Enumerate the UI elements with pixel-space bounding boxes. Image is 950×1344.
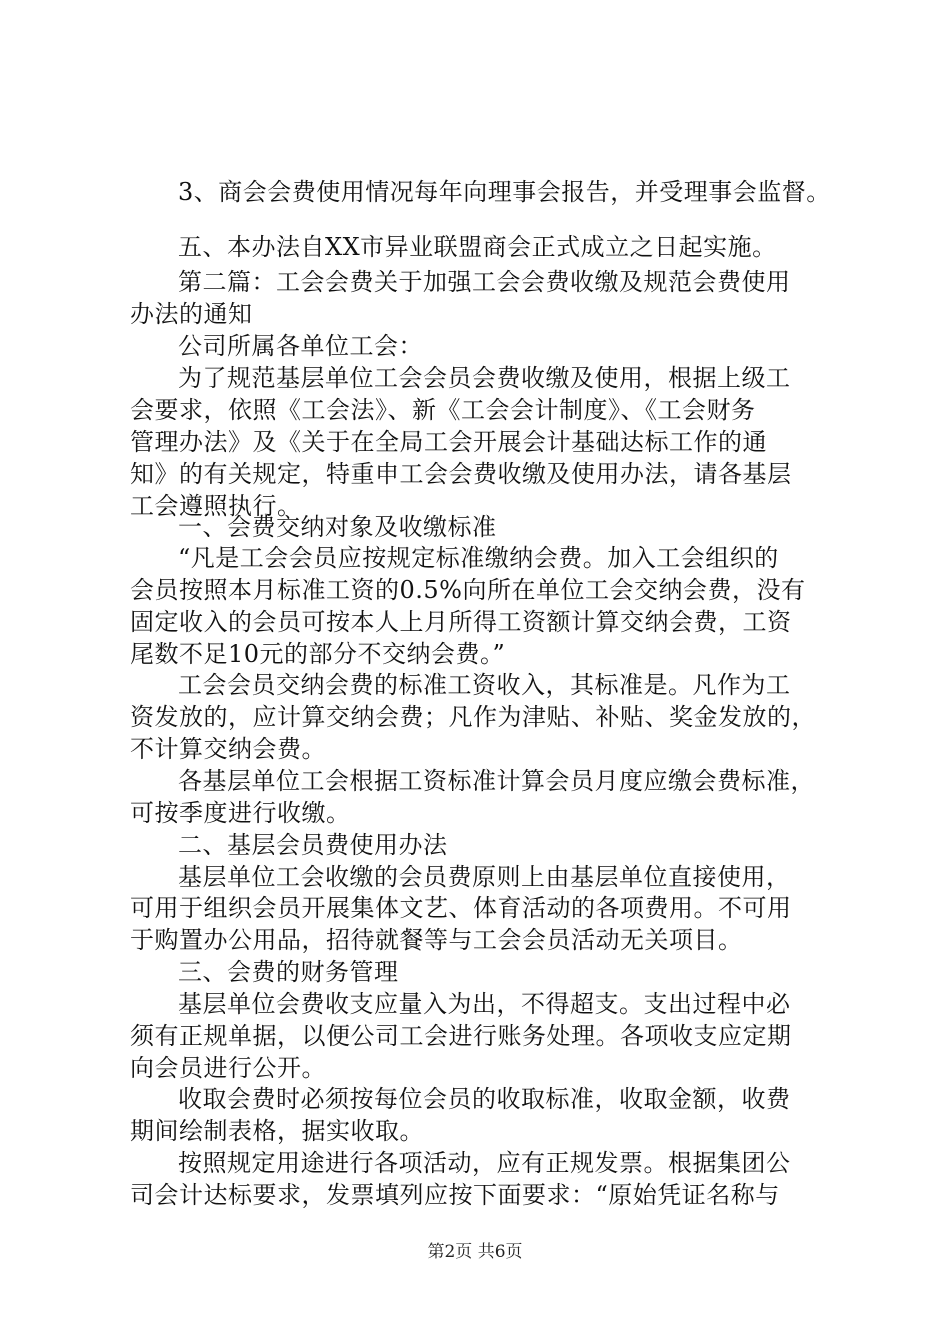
section-heading: 二、基层会员费使用办法 (178, 831, 448, 859)
section-heading: 三、会费的财务管理 (178, 958, 399, 986)
text-line: 管理办法》及《关于在全局工会开展会计基础达标工作的通 (130, 428, 767, 456)
text-line: 基层单位工会收缴的会员费原则上由基层单位直接使用， (178, 863, 791, 891)
text-line: 会要求，依照《工会法》、新《工会会计制度》、《工会财务 (130, 396, 756, 424)
text-line: 可按季度进行收缴。 (130, 799, 351, 827)
text-line: 工会遵照执行。 (130, 492, 302, 520)
text-line: 须有正规单据，以便公司工会进行账务处理。各项收支应定期 (130, 1022, 792, 1050)
text-line: 于购置办公用品，招待就餐等与工会会员活动无关项目。 (130, 926, 743, 954)
text-line: “凡是工会会员应按规定标准缴纳会费。加入工会组织的 (178, 544, 779, 572)
text-line: 知》的有关规定，特重申工会会费收缴及使用办法，请各基层 (130, 460, 792, 488)
section-heading: 一、会费交纳对象及收缴标准 (178, 513, 497, 541)
text-line: 第二篇：工会会费关于加强工会会费收缴及规范会费使用 (178, 268, 791, 296)
text-line: 公司所属各单位工会： (178, 332, 423, 360)
text-line: 工会会员交纳会费的标准工资收入，其标准是。凡作为工 (178, 671, 791, 699)
text-line: 可用于组织会员开展集体文艺、体育活动的各项费用。不可用 (130, 894, 792, 922)
text-line: 各基层单位工会根据工资标准计算会员月度应缴会费标准， (178, 767, 815, 795)
text-line: 固定收入的会员可按本人上月所得工资额计算交纳会费，工资 (130, 608, 792, 636)
page-number-footer: 第2页 共6页 (427, 1242, 523, 1262)
text-line: 期间绘制表格，据实收取。 (130, 1117, 424, 1145)
text-line: 按照规定用途进行各项活动，应有正规发票。根据集团公 (178, 1149, 791, 1177)
text-line: 为了规范基层单位工会会员会费收缴及使用，根据上级工 (178, 364, 791, 392)
text-line: 尾数不足10元的部分不交纳会费。” (130, 640, 506, 668)
text-line: 办法的通知 (130, 300, 253, 328)
text-line: 基层单位会费收支应量入为出，不得超支。支出过程中必 (178, 990, 791, 1018)
text-line: 收取会费时必须按每位会员的收取标准，收取金额，收费 (178, 1085, 791, 1113)
text-line: 会员按照本月标准工资的0.5%向所在单位工会交纳会费，没有 (130, 576, 806, 604)
text-line: 资发放的，应计算交纳会费；凡作为津贴、补贴、奖金发放的， (130, 703, 816, 731)
text-line: 向会员进行公开。 (130, 1054, 326, 1082)
text-line: 不计算交纳会费。 (130, 735, 326, 763)
text-line: 司会计达标要求，发票填列应按下面要求：“原始凭证名称与 (130, 1181, 780, 1209)
text-line: 五、本办法自XX市异业联盟商会正式成立之日起实施。 (178, 233, 777, 261)
text-line: 3、商会会费使用情况每年向理事会报告，并受理事会监督。 (178, 178, 831, 206)
